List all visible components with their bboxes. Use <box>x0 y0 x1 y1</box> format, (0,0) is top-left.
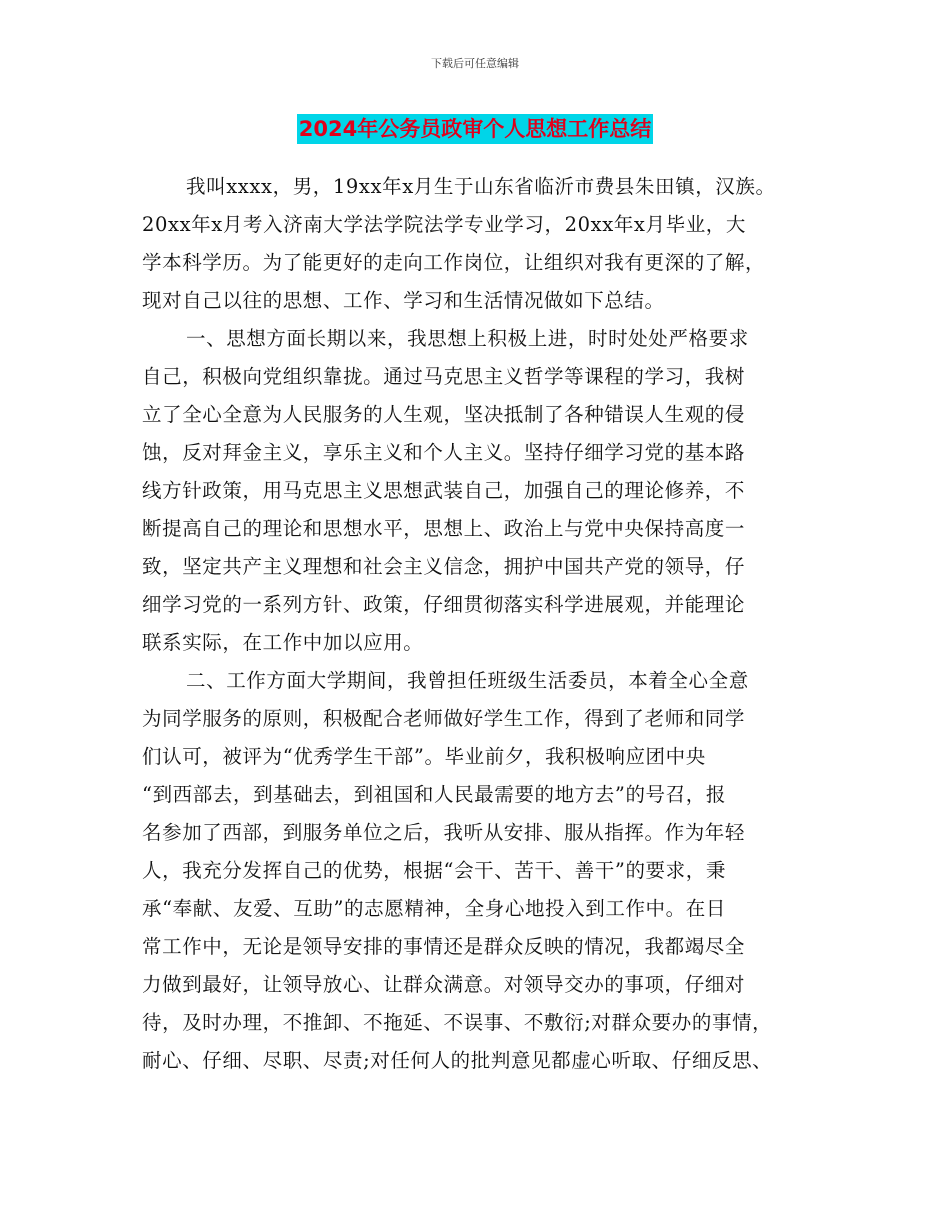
text-line: 现对自己以往的思想、工作、学习和生活情况做如下总结。 <box>142 289 665 312</box>
text-line: 为同学服务的原则，积极配合老师做好学生工作，得到了老师和同学 <box>142 707 746 730</box>
text-line: 名参加了西部，到服务单位之后，我听从安排、服从指挥。作为年轻 <box>142 821 746 844</box>
text-line: 二、工作方面大学期间，我曾担任班级生活委员，本着全心全意 <box>186 669 749 692</box>
text-line: 一、思想方面长期以来，我思想上积极上进，时时处处严格要求 <box>186 327 749 350</box>
text-line: “到西部去，到基础去，到祖国和人民最需要的地方去”的号召，报 <box>142 783 726 806</box>
text-line: 20xx年x月考入济南大学法学院法学专业学习，20xx年x月毕业，大 <box>142 213 747 236</box>
text-line: 致，坚定共产主义理想和社会主义信念，拥护中国共产党的领导，仔 <box>142 555 746 578</box>
text-line: 耐心、仔细、尽职、尽责;对任何人的批判意见都虚心听取、仔细反思、 <box>142 1049 773 1072</box>
text-line: 断提高自己的理论和思想水平，思想上、政治上与党中央保持高度一 <box>142 517 746 540</box>
text-line: 人，我充分发挥自己的优势，根据“会干、苦干、善干”的要求，秉 <box>142 859 726 882</box>
text-line: 立了全心全意为人民服务的人生观，坚决抵制了各种错误人生观的侵 <box>142 403 746 426</box>
text-line: 联系实际，在工作中加以应用。 <box>142 631 424 654</box>
text-line: 细学习党的一系列方针、政策，仔细贯彻落实科学进展观，并能理论 <box>142 593 746 616</box>
text-line: 待，及时办理，不推卸、不拖延、不误事、不敷衍;对群众要办的事情， <box>142 1011 773 1034</box>
text-line: 力做到最好，让领导放心、让群众满意。对领导交办的事项，仔细对 <box>142 973 746 996</box>
text-line: 蚀，反对拜金主义，享乐主义和个人主义。坚持仔细学习党的基本路 <box>142 441 746 464</box>
text-line: 线方针政策，用马克思主义思想武装自己，加强自己的理论修养，不 <box>142 479 746 502</box>
title-container <box>0 114 950 144</box>
document-title: 2024年公务员政审个人思想工作总结 <box>297 114 653 144</box>
text-line: 我叫xxxx，男，19xx年x月生于山东省临沂市费县朱田镇，汉族。 <box>186 175 776 198</box>
document-body <box>142 168 832 1080</box>
text-line: 承“奉献、友爱、互助”的志愿精神，全身心地投入到工作中。在日 <box>142 897 726 920</box>
text-line: 常工作中，无论是领导安排的事情还是群众反映的情况，我都竭尽全 <box>142 935 746 958</box>
header-note: 下载后可任意编辑 <box>431 57 519 70</box>
text-line: 自己，积极向党组织靠拢。通过马克思主义哲学等课程的学习，我树 <box>142 365 746 388</box>
text-line: 们认可，被评为“优秀学生干部”。毕业前夕，我积极响应团中央 <box>142 745 706 768</box>
text-line: 学本科学历。为了能更好的走向工作岗位，让组织对我有更深的了解， <box>142 251 766 274</box>
